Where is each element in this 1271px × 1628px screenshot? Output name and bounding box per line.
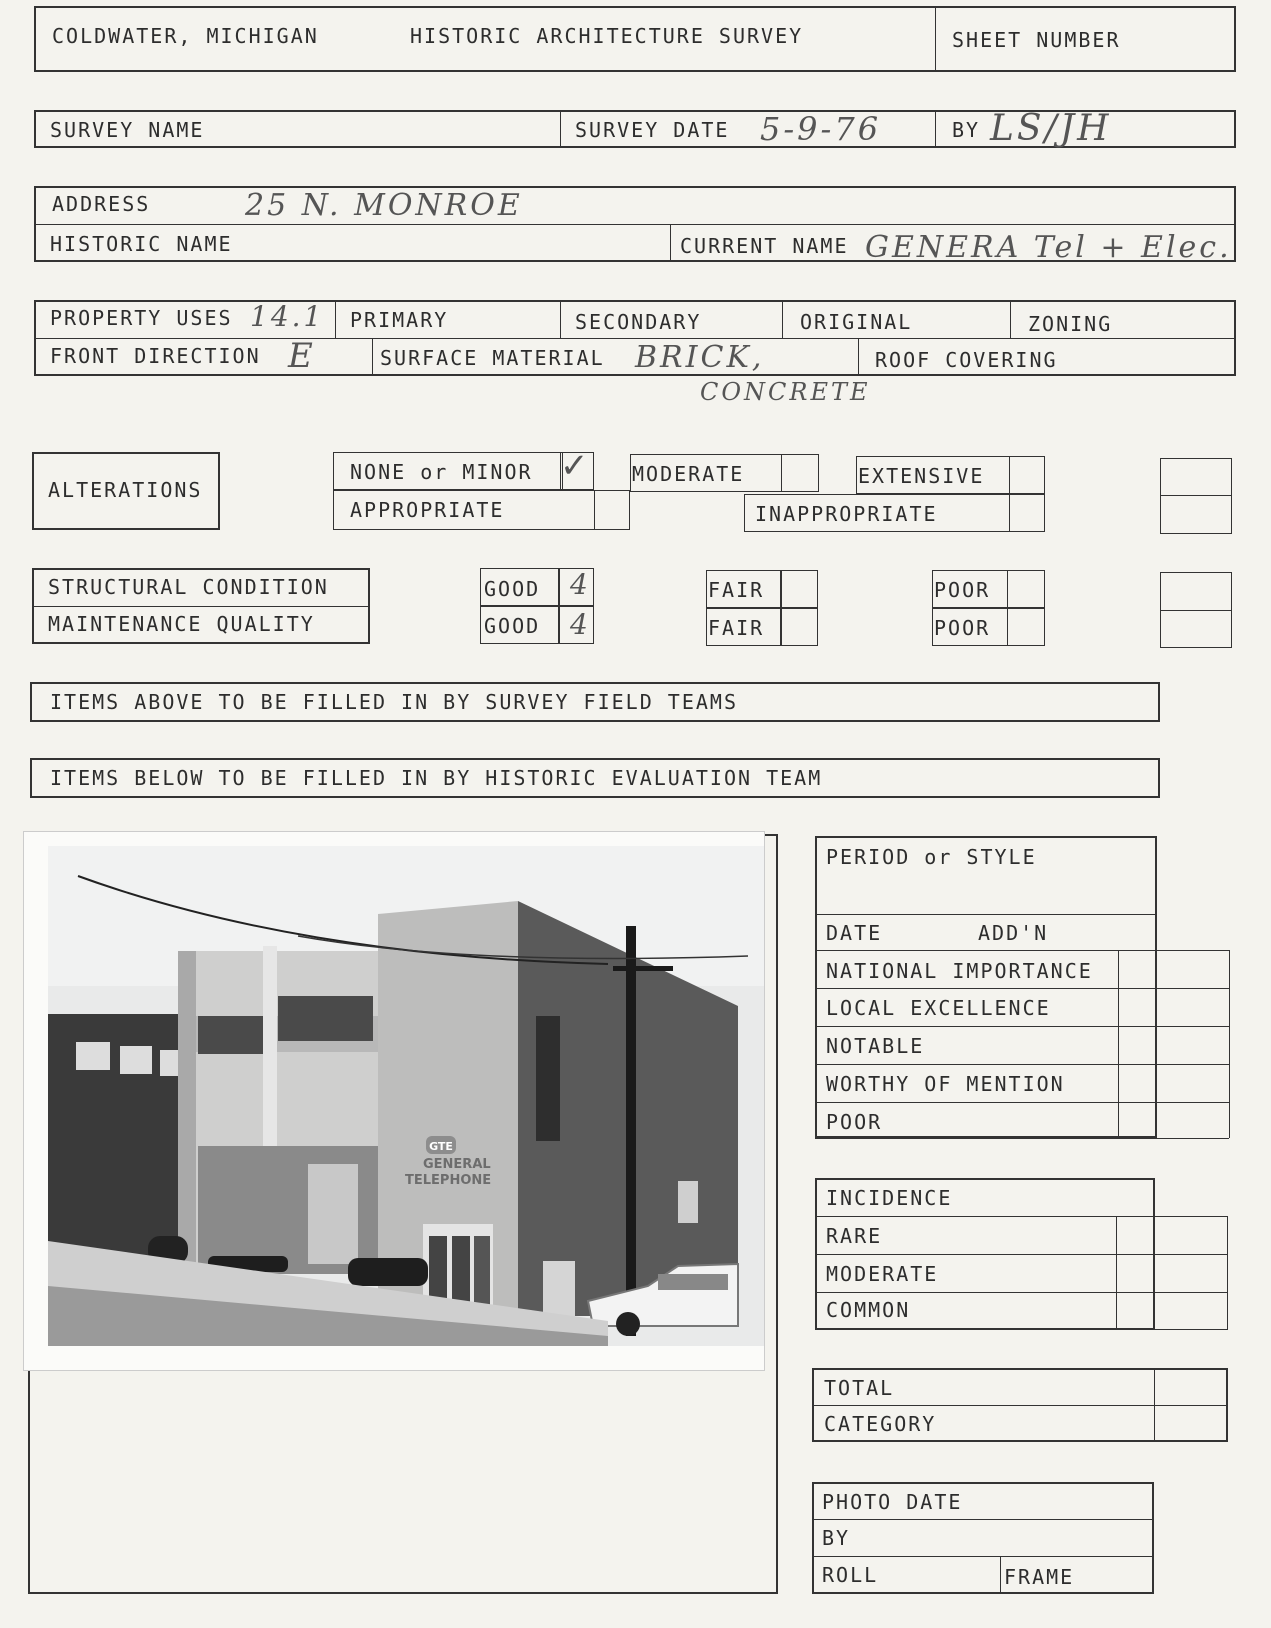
current-name-value: GENERA Tel + Elec. bbox=[865, 230, 1232, 265]
structural-mark: 4 bbox=[570, 568, 591, 601]
evaluation-divider-notable bbox=[815, 1064, 1229, 1065]
eval-poor-label: POOR bbox=[826, 1110, 883, 1134]
primary-label: PRIMARY bbox=[350, 308, 449, 332]
property-uses-label: PROPERTY USES bbox=[50, 306, 233, 330]
by-label: BY bbox=[952, 118, 981, 142]
evaluation-divider-worthy bbox=[815, 1102, 1229, 1103]
total-label: TOTAL bbox=[824, 1376, 895, 1400]
current-name-label: CURRENT NAME bbox=[680, 234, 849, 258]
property-divider bbox=[34, 338, 1236, 339]
property-div-4 bbox=[1010, 300, 1011, 338]
notable-label: NOTABLE bbox=[826, 1034, 925, 1058]
sign-line-2: GENERAL bbox=[423, 1157, 491, 1172]
good-label-2: GOOD bbox=[484, 614, 541, 638]
incidence-score-divider bbox=[1116, 1216, 1117, 1330]
period-style-label: PERIOD or STYLE bbox=[826, 845, 1037, 869]
incidence-divider-2 bbox=[815, 1254, 1227, 1255]
moderate-label: MODERATE bbox=[632, 462, 745, 486]
property-div-5 bbox=[372, 338, 373, 376]
incidence-moderate-label: MODERATE bbox=[826, 1262, 939, 1286]
photo-by-label: BY bbox=[822, 1526, 851, 1550]
alterations-score-cell[interactable] bbox=[1160, 458, 1232, 534]
property-div-3 bbox=[782, 300, 783, 338]
appropriate-check-cell[interactable] bbox=[594, 490, 630, 530]
common-label: COMMON bbox=[826, 1298, 911, 1322]
header-divider bbox=[935, 6, 936, 72]
property-div-6 bbox=[858, 338, 859, 376]
sheet-number-label: SHEET NUMBER bbox=[952, 28, 1121, 52]
address-value: 25 N. MONROE bbox=[245, 188, 523, 223]
property-uses-value: 14.1 bbox=[250, 300, 325, 333]
date-label: DATE bbox=[826, 921, 883, 945]
local-excellence-label: LOCAL EXCELLENCE bbox=[826, 996, 1051, 1020]
inappropriate-label: INAPPROPRIATE bbox=[755, 502, 938, 526]
poor-label-2: POOR bbox=[934, 616, 991, 640]
form-title: HISTORIC ARCHITECTURE SURVEY bbox=[410, 24, 804, 48]
maintenance-quality-label: MAINTENANCE QUALITY bbox=[48, 612, 315, 636]
roof-covering-label: ROOF COVERING bbox=[875, 348, 1058, 372]
alterations-score-divider bbox=[1160, 495, 1232, 496]
fair-check-1[interactable] bbox=[780, 570, 818, 608]
by-value: LS/JH bbox=[990, 108, 1112, 149]
evaluation-divider-local bbox=[815, 1026, 1229, 1027]
historic-name-label: HISTORIC NAME bbox=[50, 232, 233, 256]
evaluation-right-edge bbox=[1229, 950, 1230, 1138]
property-div-2 bbox=[560, 300, 561, 338]
maintenance-mark: 4 bbox=[570, 608, 591, 641]
address-label: ADDRESS bbox=[52, 192, 151, 216]
moderate-check-cell[interactable] bbox=[781, 454, 819, 492]
fair-check-2[interactable] bbox=[780, 608, 818, 646]
photo-date-label: PHOTO DATE bbox=[822, 1490, 963, 1514]
condition-divider bbox=[32, 606, 370, 607]
incidence-divider-1 bbox=[815, 1216, 1227, 1217]
sign-line-3: TELEPHONE bbox=[405, 1173, 492, 1188]
survey-name-label: SURVEY NAME bbox=[50, 118, 205, 142]
alterations-label: ALTERATIONS bbox=[48, 478, 203, 502]
none-minor-mark: ✓ bbox=[560, 446, 592, 486]
poor-label-1: POOR bbox=[934, 578, 991, 602]
inappropriate-check-cell[interactable] bbox=[1009, 494, 1045, 532]
national-importance-label: NATIONAL IMPORTANCE bbox=[826, 959, 1093, 983]
building-photo-image bbox=[48, 846, 764, 1346]
incidence-divider-4 bbox=[815, 1329, 1227, 1330]
sign-line-1: GTE bbox=[429, 1140, 453, 1153]
address-divider bbox=[34, 224, 1236, 225]
evaluation-divider-poor bbox=[815, 1138, 1229, 1139]
zoning-label: ZONING bbox=[1028, 312, 1113, 336]
worthy-label: WORTHY OF MENTION bbox=[826, 1072, 1065, 1096]
poor-check-1[interactable] bbox=[1007, 570, 1045, 608]
front-direction-value: E bbox=[288, 336, 316, 376]
evaluation-note: ITEMS BELOW TO BE FILLED IN BY HISTORIC EVALUATION TEAM bbox=[50, 766, 823, 790]
fair-label-1: FAIR bbox=[708, 578, 765, 602]
evaluation-divider-date bbox=[815, 950, 1229, 951]
property-div-1 bbox=[335, 300, 336, 338]
structural-condition-label: STRUCTURAL CONDITION bbox=[48, 575, 329, 599]
front-direction-label: FRONT DIRECTION bbox=[50, 344, 261, 368]
extensive-label: EXTENSIVE bbox=[858, 464, 985, 488]
condition-score-divider bbox=[1160, 610, 1232, 611]
totals-divider bbox=[812, 1405, 1228, 1406]
field-teams-note: ITEMS ABOVE TO BE FILLED IN BY SURVEY FIELD TEAMS bbox=[50, 690, 739, 714]
secondary-label: SECONDARY bbox=[575, 310, 702, 334]
addn-label: ADD'N bbox=[978, 921, 1049, 945]
current-name-divider bbox=[670, 224, 671, 262]
survey-date-label: SURVEY DATE bbox=[575, 118, 730, 142]
surface-material-value: BRICK, bbox=[635, 340, 765, 375]
poor-check-2[interactable] bbox=[1007, 608, 1045, 646]
building-photo bbox=[24, 832, 764, 1370]
category-label: CATEGORY bbox=[824, 1412, 937, 1436]
extensive-check-cell[interactable] bbox=[1009, 456, 1045, 494]
photo-info-divider-1 bbox=[812, 1519, 1154, 1520]
surface-material-value-2: CONCRETE bbox=[700, 378, 871, 406]
survey-date-value: 5-9-76 bbox=[760, 110, 882, 148]
appropriate-label: APPROPRIATE bbox=[350, 498, 505, 522]
original-label: ORIGINAL bbox=[800, 310, 913, 334]
city-label: COLDWATER, MICHIGAN bbox=[52, 24, 319, 48]
frame-label: FRAME bbox=[1004, 1565, 1075, 1589]
incidence-label: INCIDENCE bbox=[826, 1186, 953, 1210]
evaluation-score-divider bbox=[1118, 950, 1119, 1138]
good-label-1: GOOD bbox=[484, 577, 541, 601]
totals-score-divider bbox=[1154, 1368, 1155, 1442]
incidence-divider-3 bbox=[815, 1292, 1227, 1293]
photo-info-divider-2 bbox=[812, 1556, 1154, 1557]
roll-label: ROLL bbox=[822, 1563, 879, 1587]
evaluation-divider-period bbox=[815, 914, 1157, 915]
survey-divider-2 bbox=[935, 110, 936, 148]
rare-label: RARE bbox=[826, 1224, 883, 1248]
evaluation-divider-national bbox=[815, 988, 1229, 989]
incidence-right-edge bbox=[1227, 1216, 1228, 1330]
none-minor-label: NONE or MINOR bbox=[350, 460, 533, 484]
surface-material-label: SURFACE MATERIAL bbox=[380, 346, 605, 370]
survey-divider-1 bbox=[560, 110, 561, 148]
fair-label-2: FAIR bbox=[708, 616, 765, 640]
roll-frame-divider bbox=[1000, 1556, 1001, 1594]
